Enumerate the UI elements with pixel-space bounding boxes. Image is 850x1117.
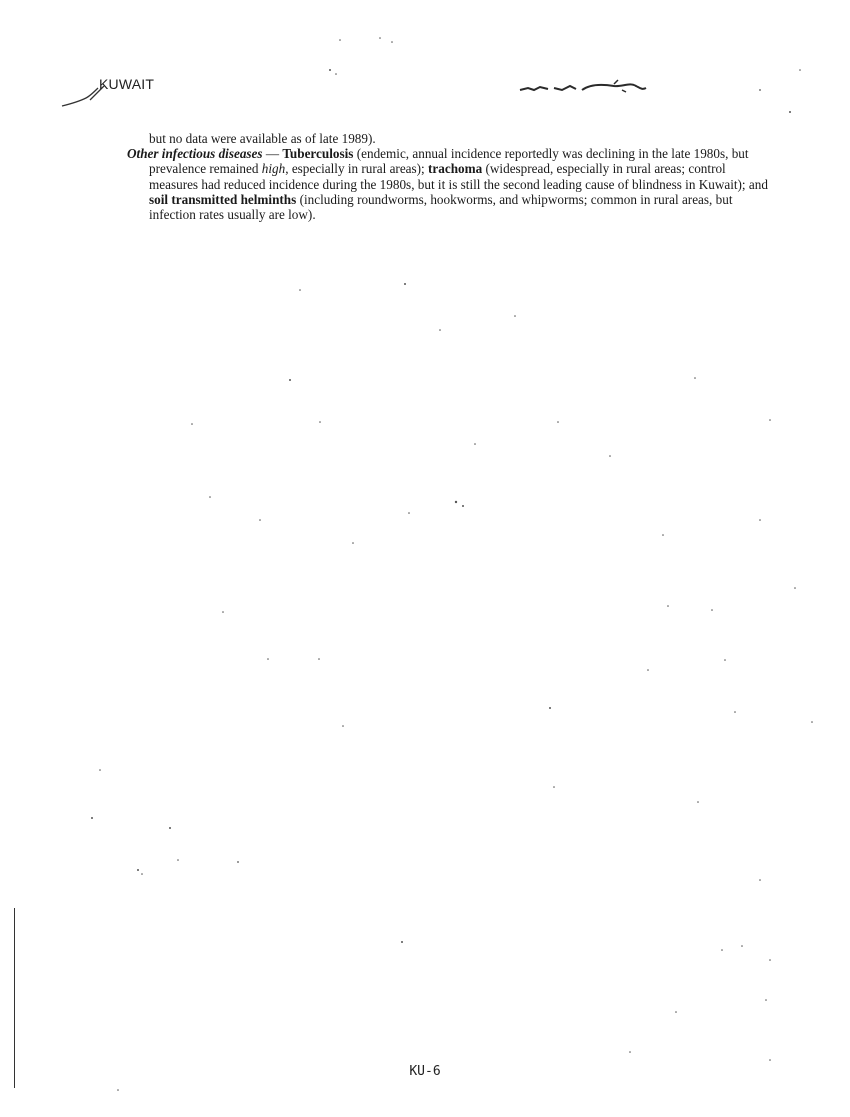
helminths-text: (including roundworms, hookworms, and whipworms; common in rural areas, but infection rates usually are low).	[149, 191, 733, 223]
infectious-diseases-entry	[127, 146, 777, 222]
body-text	[127, 131, 777, 222]
redacted-scribble-icon	[518, 78, 648, 96]
tuberculosis-term: Tuberculosis	[282, 146, 354, 162]
entry-dash: —	[262, 146, 283, 162]
entry-heading: Other infectious diseases	[127, 146, 263, 162]
helminths-term: soil transmitted helminths	[149, 191, 297, 207]
tuberculosis-high: high	[261, 161, 286, 177]
page-number: KU-6	[409, 1064, 441, 1079]
trachoma-term: trachoma	[428, 161, 483, 177]
tuberculosis-text-1: (endemic, annual incidence reportedly was declining in the late 1980s, but prevalence remained	[149, 146, 749, 177]
tuberculosis-text-2: , especially in rural areas);	[285, 161, 429, 177]
left-margin-rule	[14, 908, 15, 1088]
continued-paragraph: but no data were available as of late 1989).	[149, 131, 376, 146]
trachoma-text: (widespread, especially in rural areas; control measures had reduced incidence during the 1980s, but it is still the second leading cause of blindness in Kuwait); and	[149, 161, 768, 192]
country-header: KUWAIT	[99, 76, 155, 92]
